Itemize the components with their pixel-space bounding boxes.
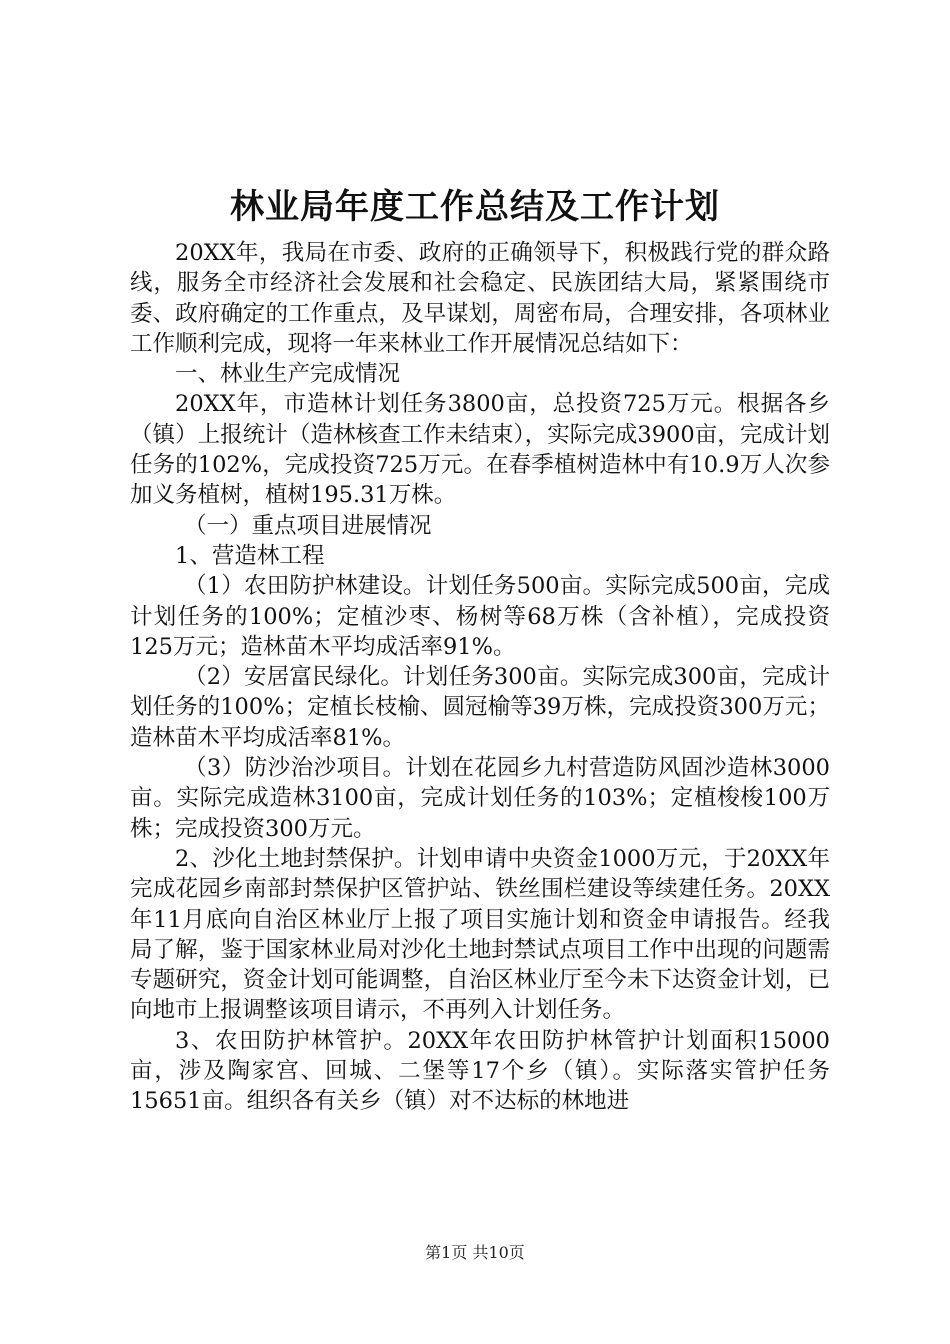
- section-heading-1: 一、林业生产完成情况: [175, 361, 401, 388]
- subsection-heading-1: （一）重点项目进展情况: [184, 512, 432, 539]
- paragraph-item-farmland: 3、农田防护林管护。20XX年农田防护林管护计划面积15000亩，涉及陶家宫、回城、二堡等17个乡（镇）。实际落实管护任务15651亩。组织各有关乡（镇）对不达标的林地进: [130, 1027, 830, 1115]
- paragraph-item-sand: 2、沙化土地封禁保护。计划申请中央资金1000万元，于20XX年完成花园乡南部封禁保护区管护站、铁丝围栏建设等续建任务。20XX年11月底向自治区林业厅上报了项目实施计划和资金申请报告。经我局了解，鉴于国家林业局对沙化土地封禁试点项目工作中出现的问题需专题研究，资金计划可能调整，自治区林业厅至今未下达资金计划，已向地市上报调整该项目请示，不再列入计划任务。: [130, 845, 830, 1024]
- paragraph-item-1: （1）农田防护林建设。计划任务500亩。实际完成500亩，完成计划任务的100%；定植沙枣、杨树等68万株（含补植），完成投资125万元；造林苗木平均成活率91%。: [130, 573, 830, 660]
- paragraph-intro: 20XX年，我局在市委、政府的正确领导下，积极践行党的群众路线，服务全市经济社会发展和社会稳定、民族团结大局，紧紧围绕市委、政府确定的工作重点，及早谋划，周密布局，合理安排，各项林业工作顺利完成，现将一年来林业工作开展情况总结如下：: [130, 240, 830, 357]
- paragraph-item-3: （3）防沙治沙项目。计划在花园乡九村营造防风固沙造林3000亩。实际完成造林3100亩，完成计划任务的103%；定植梭梭100万株；完成投资300万元。: [130, 755, 830, 842]
- document-body: [130, 238, 830, 1117]
- page-number: 第1页 共10页: [425, 1243, 525, 1262]
- paragraph-production: 20XX年，市造林计划任务3800亩，总投资725万元。根据各乡（镇）上报统计（造林核查工作未结束），实际完成3900亩，完成计划任务的102%，完成投资725万元。在春季植树造林中有10.9万人次参加义务植树，植树195.31万株。: [130, 391, 830, 509]
- document-title: 林业局年度工作总结及工作计划: [230, 187, 720, 227]
- paragraph-item-2: （2）安居富民绿化。计划任务300亩。实际完成300亩，完成计划任务的100%；定植长枝榆、圆冠榆等39万株，完成投资300万元；造林苗木平均成活率81%。: [130, 664, 830, 751]
- item-heading-1: 1、营造林工程: [175, 542, 325, 569]
